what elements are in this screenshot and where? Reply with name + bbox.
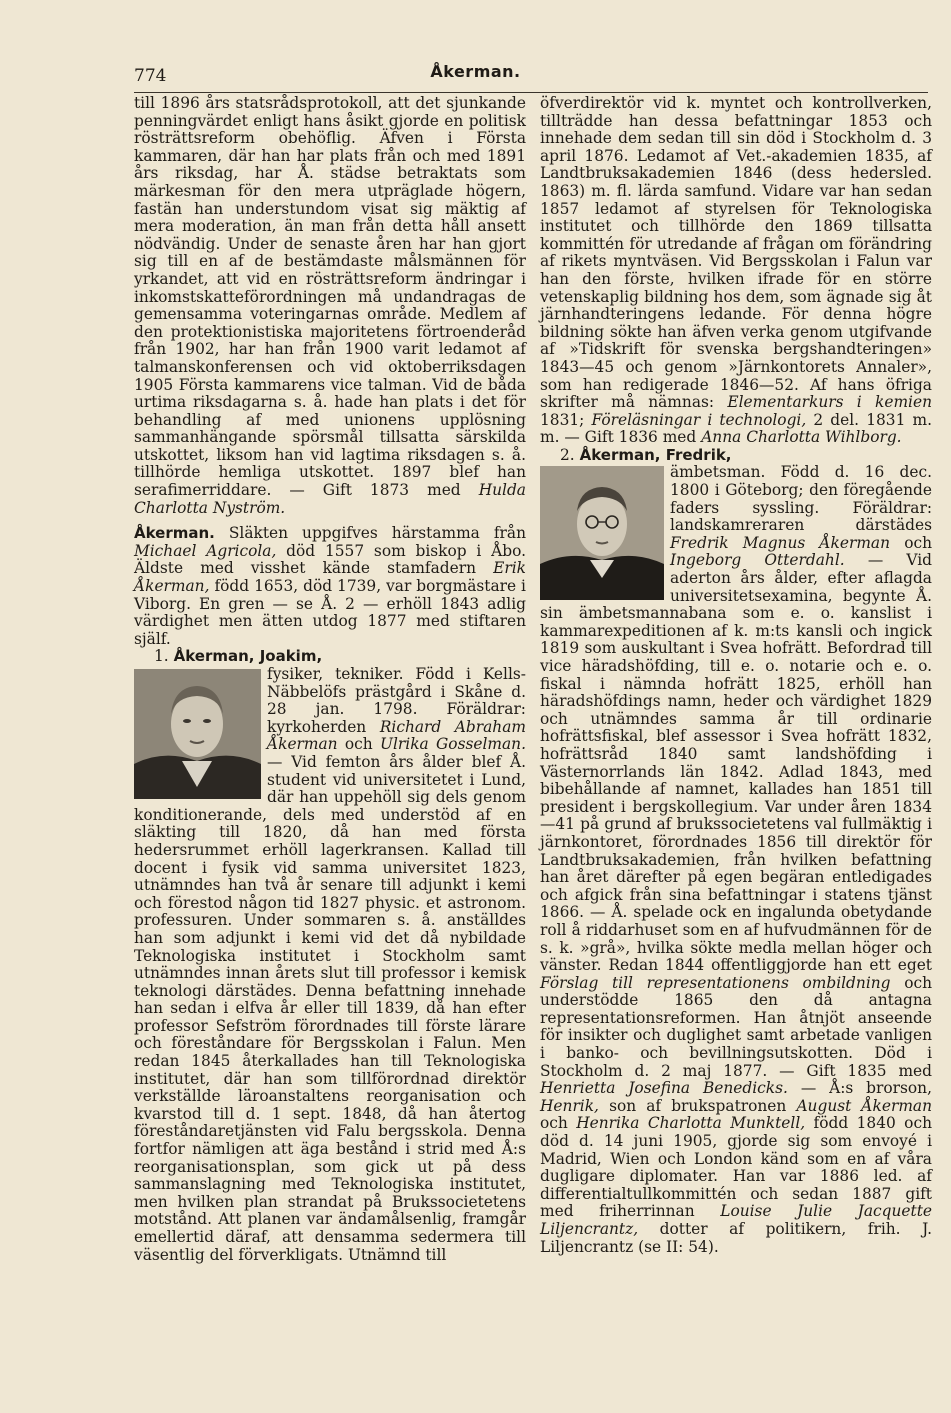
person-name: Henrik, — [540, 1096, 599, 1115]
text: född 1840 och död d. 14 juni 1905, gjorde sig som envoyé i Madrid, Wien och London känd som en af våra dugligare diplomater. Han var 1886 led. af differentialtullkommittén och sedan 1887 gift med friherrinnan — [540, 1114, 932, 1221]
biography-entry-2 — [540, 447, 932, 465]
entry-heading: Åkerman, Joakim, — [173, 647, 323, 666]
text: och — [344, 735, 373, 754]
work-title: Elementarkurs i kemien — [727, 393, 932, 412]
text: — Vid aderton års ålder, efter aflagda universitetsexamina, begynte Å. sin ämbetsmannabana som e. o. kanslist i kammarexpeditionen af k. m:ts kansli och ingick 1819 som auskultant i Svea hofrätt. Befordrad till vice häradshöfding, till e. o. notarie och e. o. fiskal i nämnda hofrätt 1825, erhöll han häradshöfdings namn, heder och värdighet 1829 och utnämndes samma år till ordinarie hofrättsfiskal, blef assessor i Svea hofrätt 1832, hofrättsråd 1840 samt landshöfding i Västernorrlands län 1842. Adlad 1843, med bibehållande af namnet, kallades han 1851 till president i bergskollegium. Var under åren 1834—41 på grund af brukssocietetens val fullmäktig i järnkontoret, förordnades 1856 till direktör för Landtbruksakademien, från hvilken befattning han året därefter på egen begäran entledigades och afgick från sina befattningar i statens tjänst 1866. — Å. spelade ock en ingalunda obetydande roll å riddarhuset som en af hufvudmännen för de s. k. »grå», hvilka sökte medla mellan höger och vänster. Redan 1844 offentliggjorde han ett eget — [540, 551, 932, 975]
entry-number: 1. — [154, 647, 169, 666]
text: till 1896 års statsrådsprotokoll, att det sjunkande penningvärdet enligt hans åsikt gjorde en politisk rösträttsreform obehöflig. Äfven i Första kammaren, där han har plats från och med 1891 års riksdag, har Å. städse betraktats som märkesman för den mera utpräglade högern, fastän han understundom visat sig mäktig af mera moderation, än man från detta håll ansett nödvändig. Under de senaste åren har han gjort sig till en af de bestämdaste målsmännen för yrkandet, att vid en rösträttsreform ändringar i inkomstskatteförordningen må undandragas de gemensamma voteringarnas område. Medlem af den protektionistiska majoritetens förtroenderåd från 1902, har han från 1900 varit ledamot af talmanskonferensen och vid oktoberriksdagen 1905 Första kammarens vice talman. Vid de båda urtima riksdagarna s. å. hade han plats i det för behandling af med unionens upplösning sammanhängande spörsmål tillsatta särskilda utskottet, liksom han vid lagtima riksdagen s. å. tillhörde hemliga utskottet. 1897 blef han serafimerriddare. — Gift 1873 med — [134, 94, 526, 500]
biography-entry-1 — [134, 648, 526, 666]
text: — Vid femton års ålder blef Å. student vid universitetet i Lund, där han uppehöll sig dels genom konditionerande, dels med understöd af en släkting till 1820, då han med första hedersrummet erhöll lagerkransen. Kallad till docent i fysik vid samma universitet 1823, utnämndes han två år senare till adjunkt i kemi och förestod någon tid 1827 physic. et astronom. professuren. Under sommaren s. å. anställdes han som adjunkt i kemi vid det då nybildade Teknologiska institutet i Stockholm samt utnämndes innan årets slut till professor i kemisk teknologi därstädes. Denna befattning innehade han sedan i elfva år eller till 1839, då han efter professor Sefström förordnades till förste lärare och föreståndare för Bergsskolan i Falun. Men redan 1845 återkallades han till Teknologiska institutet, där han som tillförordnad direktör verkställde läroanstaltens reorganisation och kvarstod till d. 1 sept. 1848, då han återtog föreståndaretjänsten vid Falu bergsskola. Denna fortfor nämligen att äga bestånd i strid med Å:s reorganisationsplan, som gick ut på dess sammanslagning med Teknologiska institutet, men hvilken plan strandat på Brukssocietetens motstånd. Att planen var ändamålsenlig, framgår emellertid däraf, att densamma sedermera till väsentlig del förverkligats. Utnämnd till — [134, 752, 526, 1264]
person-name: Ingeborg Otterdahl. — [670, 551, 845, 570]
family-entry — [134, 525, 526, 648]
text: ämbetsman. Född d. 16 dec. 1800 i Göteborg; den föregående faders syssling. Föräldrar: landskamreraren därstädes — [670, 463, 932, 535]
running-head: Åkerman. — [430, 62, 521, 81]
person-name: Erik Åkerman, — [134, 559, 526, 596]
left-column — [134, 95, 526, 1264]
person-name: Ulrika Gosselman. — [380, 735, 526, 754]
text: Släkten uppgifves härstamma från — [228, 524, 526, 543]
paragraph — [540, 95, 932, 447]
text: och — [904, 533, 932, 552]
text: öfverdirektör vid k. myntet och kontrollverken, tillträdde han dessa befattningar 1853 och innehade dem sedan till sin död i Stockholm d. 3 april 1876. Ledamot af Vet.-akademien 1835, af Landtbruksakademien 1846 (dess hedersled. 1863) m. fl. lärda samfund. Vidare var han sedan 1857 ledamot af styrelsen för Teknologiska institutet och tillhörde den 1869 tillsatta kommittén för utredande af frågan om förändring af rikets myntväsen. Vid Bergsskolan i Falun var han den förste, hvilken ifrade för en större vetenskaplig bildning hos dem, som ägnade sig åt järnhandteringens ledande. För denna högre bildning sökte han äfven verka genom utgifvande af »Tidskrift för svenska bergshandteringen» 1843—45 och genom »Järnkontorets Annaler», som han redigerade 1846—52. Af hans öfriga skrifter må nämnas: — [540, 94, 932, 412]
portrait-fredrik-akerman — [540, 466, 664, 600]
page-number: 774 — [134, 66, 167, 86]
text: född 1653, död 1739, var borgmästare i Viborg. En gren — se Å. 2 — erhöll 1843 adlig värdighet men ätten utdog 1877 med stiftaren själf. — [134, 577, 526, 648]
person-name: Michael Agricola, — [134, 541, 277, 560]
spouse-name: Henrietta Josefina Benedicks. — [540, 1079, 788, 1098]
text: och understödde 1865 den då antagna representationsreformen. Han åtnjöt anseende för insikter och duglighet samt arbetade vanligen i banko- och bevillningsutskotten. Död i Stockholm d. 2 maj 1877. — Gift 1835 med — [540, 973, 932, 1080]
work-title: Förslag till representationens ombildning — [540, 973, 891, 992]
person-name: August Åkerman — [796, 1096, 932, 1115]
text: fysiker, tekniker. Född i Kells-Näbbelöfs prästgård i Skåne d. 28 jan. 1798. Föräldrar: kyrkoherden — [267, 665, 526, 736]
header-rule — [134, 92, 928, 93]
spouse-name: Hulda Charlotta Nyström. — [134, 481, 526, 517]
entry-heading: Åkerman, Fredrik, — [579, 445, 732, 464]
right-column — [540, 95, 932, 1256]
person-name: Henrika Charlotta Munktell, — [576, 1114, 806, 1133]
text: son af brukspatronen — [609, 1096, 787, 1115]
text: 1831; — [540, 410, 585, 429]
spouse-name: Louise Julie Jacquette Liljencrantz, — [540, 1202, 932, 1238]
text: död 1557 som biskop i Åbo. Äldste med visshet kände stamfadern — [134, 541, 526, 578]
text: 2 del. 1831 m. m. — Gift 1836 med — [540, 410, 932, 447]
text: — Å:s brorson, — [800, 1079, 932, 1098]
person-name: Richard Abraham Åkerman — [267, 717, 526, 754]
person-name: Fredrik Magnus Åkerman — [670, 533, 891, 552]
portrait-joakim-akerman — [134, 669, 261, 799]
text: dotter af politikern, frih. J. Liljencrantz (se II: 54). — [540, 1220, 932, 1256]
entry-heading: Åkerman. — [134, 524, 215, 543]
entry-number: 2. — [560, 445, 575, 464]
paragraph — [134, 95, 526, 517]
work-title: Föreläsningar i technologi, — [591, 410, 807, 429]
text: och — [540, 1114, 568, 1133]
spouse-name: Anna Charlotta Wihlborg. — [701, 428, 902, 447]
